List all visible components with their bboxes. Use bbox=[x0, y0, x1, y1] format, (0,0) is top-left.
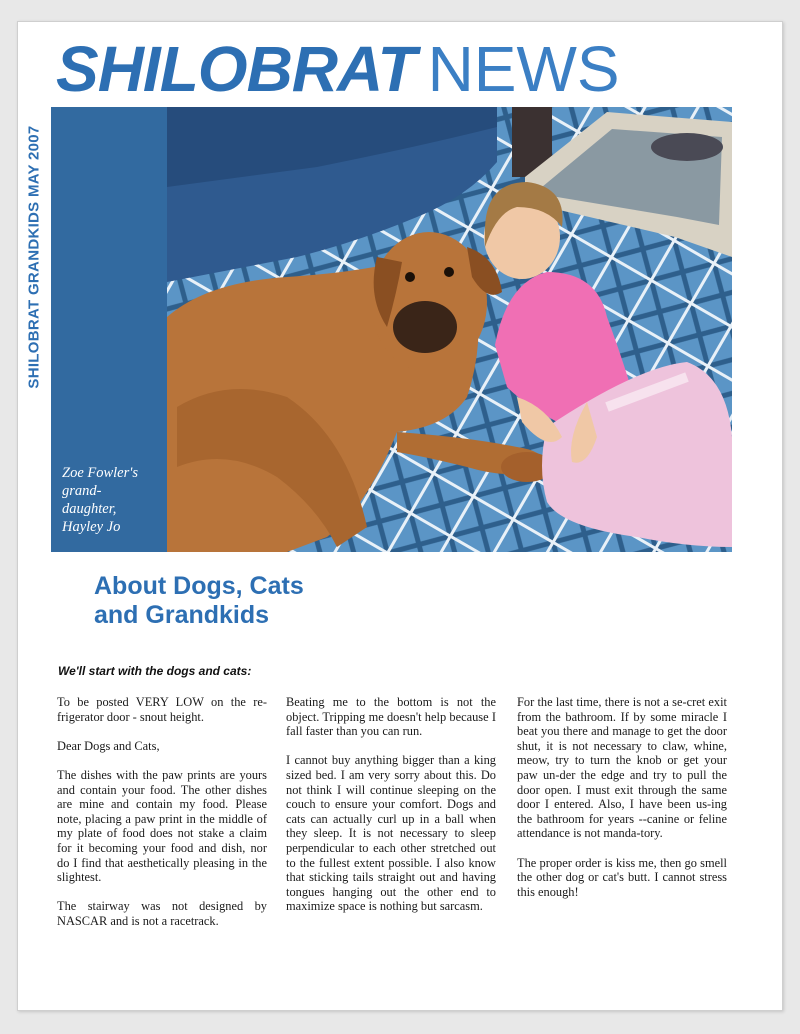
article-headline bbox=[94, 572, 424, 630]
article-column-1 bbox=[57, 695, 267, 943]
caption-line: Hayley Jo bbox=[62, 519, 121, 535]
paragraph: To be posted VERY LOW on the re-frigerator door - snout height. bbox=[57, 695, 267, 724]
masthead-title-bold: SHILOBRAT bbox=[56, 33, 416, 105]
caption-line: grand- bbox=[62, 483, 102, 499]
caption-line: Zoe Fowler's bbox=[62, 465, 139, 481]
masthead-title-light: NEWS bbox=[427, 33, 620, 105]
cover-photo bbox=[167, 107, 732, 552]
paragraph: The proper order is kiss me, then go smell the other dog or cat's butt. I cannot stress this enough! bbox=[517, 855, 727, 899]
issue-line-container bbox=[17, 107, 51, 407]
paragraph: The stairway was not designed by NASCAR and is not a racetrack. bbox=[57, 899, 267, 928]
photo-caption bbox=[62, 464, 162, 536]
paragraph: I cannot buy anything bigger than a king sized bed. I am very sorry about this. Do not think I will continue sleeping on the couch to ensure your comfort. Dogs and cats can actually curl up in a ball when they sleep. It is not necessary to sleep perpendicular to each other stretched out to the fullest extent possible. I also know that sticking tails straight out and having tongues hanging out the other end to maximize space is nothing but sarcasm. bbox=[286, 753, 496, 914]
headline-line-1: About Dogs, Cats bbox=[94, 572, 304, 600]
cover-photo-illustration bbox=[167, 107, 732, 552]
masthead-title bbox=[56, 34, 620, 104]
paragraph: For the last time, there is not a se-cret exit from the bathroom. If by some miracle I beat you there and manage to get the door shut, it is not necessary to claw, whine, meow, try to turn the knob or get your paw un-der the edge and try to pull the door open. I must exit through the same door I entered. Also, I have been us-ing the bathroom for years --canine or feline attendance is not manda-tory. bbox=[517, 695, 727, 841]
article-column-2 bbox=[286, 695, 496, 929]
article-column-3 bbox=[517, 695, 727, 914]
caption-line: daughter, bbox=[62, 501, 117, 517]
paragraph: Beating me to the bottom is not the object. Tripping me doesn't help because I fall faster than you can run. bbox=[286, 695, 496, 739]
article-subhead: We'll start with the dogs and cats: bbox=[58, 664, 252, 678]
issue-line: SHILOBRAT GRANDKIDS MAY 2007 bbox=[25, 125, 43, 389]
headline-line-2: and Grandkids bbox=[94, 601, 270, 629]
paragraph: The dishes with the paw prints are yours and contain your food. The other dishes are mine and contain my food. Please note, placing a paw print in the middle of my plate of food does not stake a claim for it becoming your food and dish, nor do I find that aesthetically pleasing in the slightest. bbox=[57, 767, 267, 885]
paragraph: Dear Dogs and Cats, bbox=[57, 738, 160, 753]
